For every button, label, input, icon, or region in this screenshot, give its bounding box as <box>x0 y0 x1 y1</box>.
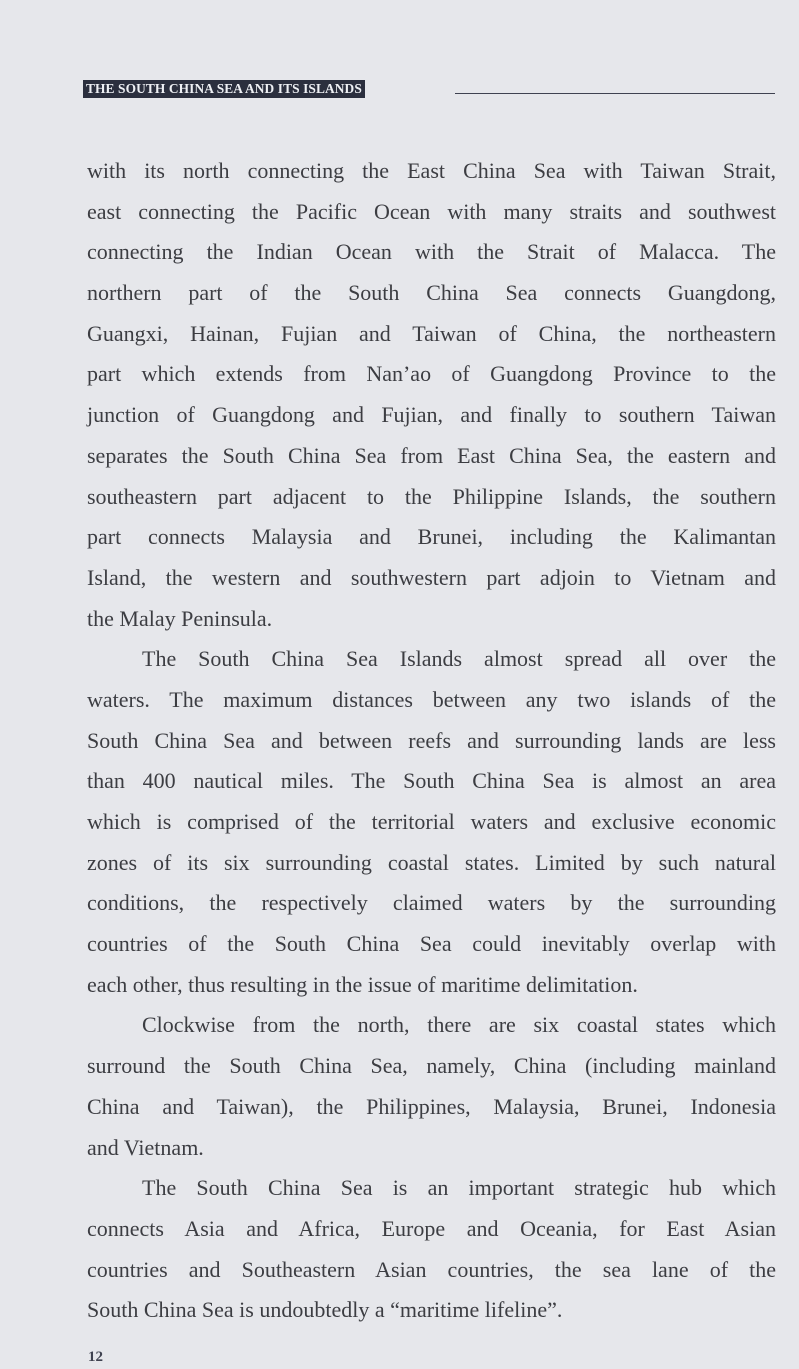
text-line: Guangxi, Hainan, Fujian and Taiwan of China, the northeastern <box>87 320 776 346</box>
text-line: which is comprised of the territorial waters and exclusive economic <box>87 809 776 834</box>
text-line: than 400 nautical miles. The South China Sea is almost an area <box>87 768 776 794</box>
text-line: and Vietnam. <box>87 1134 204 1160</box>
running-header <box>83 80 775 98</box>
text-line: China and Taiwan), the Philippines, Malaysia, Brunei, Indonesia <box>87 1093 776 1119</box>
paragraph-3 <box>87 1005 776 1168</box>
text-line: zones of its six surrounding coastal states. Limited by such natural <box>87 849 776 875</box>
text-line: connecting the Indian Ocean with the Strait of Malacca. The <box>87 239 776 265</box>
text-line: junction of Guangdong and Fujian, and finally to southern Taiwan <box>87 402 776 428</box>
running-title: THE SOUTH CHINA SEA AND ITS ISLANDS <box>83 80 365 98</box>
text-line: surround the South China Sea, namely, China (including mainland <box>87 1053 776 1079</box>
text-line: Island, the western and southwestern part adjoin to Vietnam and <box>87 564 776 590</box>
text-line: Clockwise from the north, there are six coastal states which <box>142 1012 776 1038</box>
text-line: countries and Southeastern Asian countries, the sea lane of the <box>87 1256 776 1282</box>
paragraph-1 <box>87 151 776 639</box>
text-line: connects Asia and Africa, Europe and Oceania, for East Asian <box>87 1215 776 1241</box>
text-line: The South China Sea is an important strategic hub which <box>142 1175 776 1201</box>
text-line: each other, thus resulting in the issue of maritime delimitation. <box>87 971 638 997</box>
text-line: South China Sea and between reefs and surrounding lands are less <box>87 727 776 753</box>
text-line: conditions, the respectively claimed waters by the surrounding <box>87 890 776 916</box>
text-line: east connecting the Pacific Ocean with many straits and southwest <box>87 198 776 224</box>
page-number: 12 <box>88 1349 103 1365</box>
text-line: part connects Malaysia and Brunei, including the Kalimantan <box>87 524 776 550</box>
text-line: with its north connecting the East China Sea with Taiwan Strait, <box>87 158 776 183</box>
text-line: waters. The maximum distances between any two islands of the <box>87 686 776 712</box>
header-rule <box>455 93 775 94</box>
text-line: the Malay Peninsula. <box>87 605 273 631</box>
text-line: countries of the South China Sea could inevitably overlap with <box>87 931 776 957</box>
text-line: separates the South China Sea from East China Sea, the eastern and <box>87 442 776 468</box>
text-line: southeastern part adjacent to the Philippine Islands, the southern <box>87 483 776 509</box>
text-line: part which extends from Nan’ao of Guangdong Province to the <box>87 361 776 387</box>
text-line: The South China Sea Islands almost spread all over the <box>142 646 776 672</box>
text-line: South China Sea is undoubtedly a “maritime lifeline”. <box>87 1297 563 1323</box>
paragraph-4 <box>87 1168 776 1331</box>
text-line: northern part of the South China Sea connects Guangdong, <box>87 280 776 306</box>
body-text <box>87 151 776 1331</box>
paragraph-2 <box>87 639 776 1005</box>
